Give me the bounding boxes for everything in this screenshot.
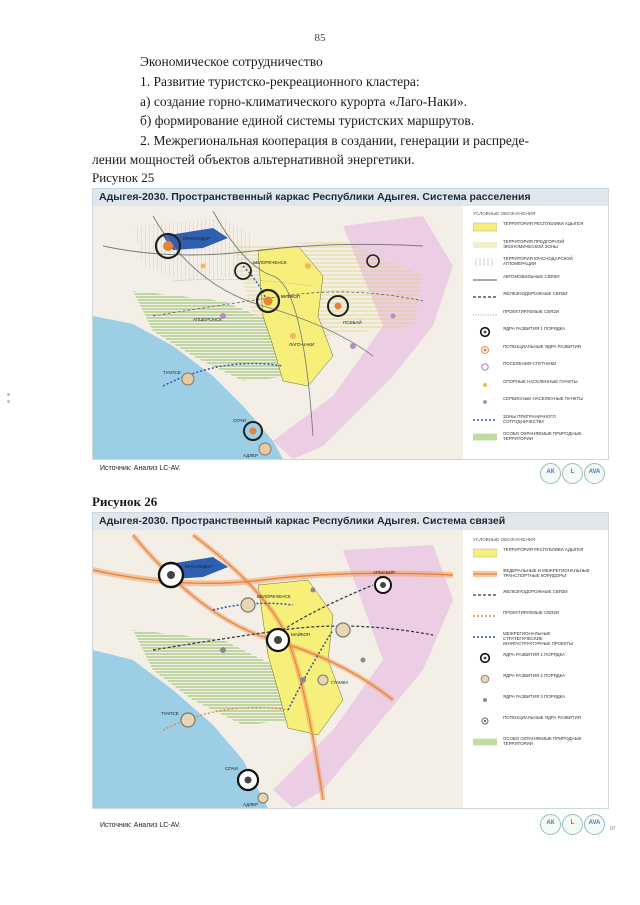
map-label-tuapse: ТУАПСЕ: [163, 370, 181, 375]
ava-logo: [584, 814, 605, 835]
core-adler: [258, 793, 268, 803]
legend-symbol: [473, 345, 497, 355]
legend-symbol: [473, 327, 497, 337]
map-label-sochi: СОЧИ: [225, 766, 238, 771]
legend-symbol: [473, 415, 497, 425]
legend-label: ЯДРА РАЗВИТИЯ 2 ПОРЯДКА: [503, 673, 566, 678]
legend-item: [473, 220, 593, 234]
legend-label: ТЕРРИТОРИЯ ПРЕДГОРНОЙ ЭКОНОМИЧЕСКОЙ ЗОНЫ: [503, 238, 565, 249]
legend-item: [473, 430, 593, 444]
logo-text: АК: [546, 469, 555, 475]
legend-item: [473, 693, 593, 707]
legend-item: [473, 395, 593, 409]
map-label-belorechensk: БЕЛОРЕЧЕНСК: [257, 594, 291, 599]
paragraph-heading: Экономическое сотрудничество: [140, 54, 323, 69]
map-label-apsheronsk: АПШЕРОНСК: [193, 317, 222, 322]
logo-text: AVA: [588, 820, 601, 826]
legend-label: ПРОЕКТИРУЕМЫЕ СВЯЗИ: [503, 610, 559, 615]
l-logo: [562, 463, 583, 484]
figure-26-logos: [540, 814, 608, 834]
map-label-tuapse: ТУАПСЕ: [161, 711, 179, 716]
legend-symbol: [473, 240, 497, 250]
core-belorechensk: [241, 598, 255, 612]
legend-label: ОПОРНЫЕ НАСЕЛЕННЫЕ ПУНКТЫ: [503, 378, 578, 384]
legend-label: ЯДРА РАЗВИТИЯ 1 ПОРЯДКА: [503, 652, 566, 657]
map-label-adler: АДЛЕР: [243, 802, 259, 807]
legend-item: [473, 343, 593, 357]
legend-item: [473, 238, 593, 252]
core-armavir: [375, 577, 391, 593]
legend-symbol: [473, 590, 497, 600]
core-sochi: [238, 770, 258, 790]
figure-26-title: Адыгея-2030. Пространственный каркас Республики Адыгея. Система связей: [93, 513, 608, 530]
legend-label: ОСОБО ОХРАНЯЕМЫЕ ПРИРОДНЫЕ ТЕРРИТОРИИ: [503, 431, 582, 442]
legend-symbol: [473, 653, 497, 663]
legend-label: ФЕДЕРАЛЬНЫЕ И МЕЖРЕГИОНАЛЬНЫЕ ТРАНСПОРТНЫЕ КОРИДОРЫ: [503, 568, 590, 579]
core-tuapse: [181, 713, 195, 727]
legend-symbol: [473, 695, 497, 705]
legend-item: [473, 567, 593, 581]
scan-dot: [7, 400, 10, 403]
map-label-krasnodar: КРАСНОДАР: [185, 564, 213, 569]
legend-item: [473, 546, 593, 560]
core-tuapse: [182, 373, 194, 385]
legend-item: [473, 714, 593, 728]
legend-symbol: [473, 310, 497, 320]
legend-item: [473, 651, 593, 665]
legend-item: [473, 325, 593, 339]
page-number: 85: [314, 32, 326, 44]
legend-label: ЖЕЛЕЗНОДОРОЖНЫЕ СВЯЗИ: [503, 589, 568, 594]
legend-label: ТЕРРИТОРИЯ КРАСНОДАРСКОЙ АГЛОМЕРАЦИИ: [503, 256, 573, 267]
map-label-psebay: ПСЕБАЙ: [343, 320, 362, 325]
legend-label: ЯДРА РАЗВИТИЯ 3 ПОРЯДКА: [503, 694, 566, 699]
map-label-armavir: АРМАВИР: [373, 570, 395, 575]
figure-26-legend: [473, 537, 603, 797]
legend-symbol: [473, 432, 497, 442]
logo-text: L: [570, 469, 575, 475]
legend-item: [473, 609, 593, 623]
map-label-lago-naki: ЛАГО-НАКИ: [289, 342, 315, 347]
legend-label: ЖЕЛЕЗНОДОРОЖНЫЕ СВЯЗИ: [503, 291, 568, 296]
legend-heading: УСЛОВНЫЕ ОБОЗНАЧЕНИЯ: [473, 537, 536, 542]
legend-label: ТЕРРИТОРИЯ РЕСПУБЛИКИ АДЫГЕЯ: [503, 547, 584, 552]
legend-symbol: [473, 611, 497, 621]
core-guamka: [318, 675, 328, 685]
legend-symbol: [473, 548, 497, 558]
legend-label: ЯДРА РАЗВИТИЯ 1 ПОРЯДКА: [503, 326, 566, 331]
legend-label: МЕЖРЕГИОНАЛЬНЫЕ СТРАТЕГИЧЕСКИЕ ИНФРАСТРУКТУРНЫЕ ПРОЕКТЫ: [503, 631, 574, 647]
paragraph-item-1b: б) формирование единой системы туристских маршрутов.: [140, 113, 475, 128]
map-label-adler: АДЛЕР: [243, 453, 259, 458]
map-label-krasnodar: КРАСНОДАР: [183, 236, 211, 241]
map-label-sochi: СОЧИ: [233, 418, 246, 423]
legend-label: ПРОЕКТИРУЕМЫЕ СВЯЗИ: [503, 308, 559, 314]
figure-25-panel: [92, 188, 609, 460]
legend-heading: УСЛОВНЫЕ ОБОЗНАЧЕНИЯ: [473, 211, 536, 216]
legend-item: [473, 308, 593, 322]
legend-symbol: [473, 275, 497, 285]
legend-symbol: [473, 716, 497, 726]
core-krasnodar: [159, 563, 183, 587]
paragraph-item-1: 1. Развитие туристско-рекреационного кластера:: [140, 74, 420, 89]
map-label-guamka: ГУАМКА: [331, 680, 349, 685]
legend-label: ПОТЕНЦИАЛЬНЫЕ ЯДРА РАЗВИТИЯ: [503, 715, 581, 720]
legend-symbol: [473, 569, 497, 579]
core-adler: [259, 443, 271, 455]
figure-25-source: Источник: Анализ LC-AV.: [100, 465, 181, 472]
legend-symbol: [473, 380, 497, 390]
figure-25-title: Адыгея-2030. Пространственный каркас Республики Адыгея. Система расселения: [93, 189, 608, 206]
legend-label: АВТОМОБИЛЬНЫЕ СВЯЗИ: [503, 273, 560, 279]
legend-label: ПОСЕЛЕНИЯ-СПУТНИКИ: [503, 361, 557, 366]
legend-item: [473, 255, 593, 269]
ak-logo: [540, 814, 561, 835]
legend-label: ЗОНЫ ПРИГРАНИЧНОГО СОТРУДНИЧЕСТВА: [503, 413, 556, 424]
logo-text: L: [570, 820, 575, 826]
legend-item: [473, 735, 593, 749]
legend-symbol: [473, 737, 497, 747]
scan-dot: [7, 393, 10, 396]
legend-item: [473, 588, 593, 602]
logo-text: АК: [546, 820, 555, 826]
figure-26-panel: [92, 512, 609, 809]
logo-text: AVA: [588, 469, 601, 475]
figure-26-source: Источник: Анализ LC-AV.: [100, 822, 181, 829]
legend-item: [473, 630, 593, 647]
ava-logo: [584, 463, 605, 484]
legend-label: ТЕРРИТОРИЯ РЕСПУБЛИКИ АДЫГЕЯ: [503, 221, 584, 226]
side-page-number: 97: [610, 826, 616, 832]
legend-label: ОСОБО ОХРАНЯЕМЫЕ ПРИРОДНЫЕ ТЕРРИТОРИИ: [503, 736, 582, 747]
figure-25-legend: [473, 211, 603, 451]
l-logo: [562, 814, 583, 835]
paragraph-item-1a: а) создание горно-климатического курорта «Лаго-Наки».: [140, 94, 467, 109]
legend-item: [473, 290, 593, 304]
legend-symbol: [473, 257, 497, 267]
paragraph-item-2: 2. Межрегиональная кооперация в создании, генерации и распреде-: [140, 133, 529, 148]
legend-item: [473, 378, 593, 392]
legend-symbol: [473, 632, 497, 642]
figure-25-label: Рисунок 25: [92, 170, 155, 185]
legend-label: СЕРВИСНЫЕ НАСЕЛЕННЫЕ ПУНКТЫ: [503, 396, 584, 401]
legend-symbol: [473, 292, 497, 302]
links-map: [93, 530, 463, 808]
legend-item: [473, 273, 593, 287]
legend-item: [473, 360, 593, 374]
legend-symbol: [473, 674, 497, 684]
map-label-maykop: МАЙКОП: [281, 294, 301, 299]
paragraph-item-2-cont: лении мощностей объектов альтернативной энергетики.: [92, 152, 415, 167]
figure-26-label: Рисунок 26: [92, 494, 158, 509]
legend-label: ПОТЕНЦИАЛЬНЫЕ ЯДРА РАЗВИТИЯ: [503, 343, 581, 349]
legend-item: [473, 672, 593, 686]
core-maykop: [267, 629, 289, 651]
legend-symbol: [473, 397, 497, 407]
legend-symbol: [473, 362, 497, 372]
map-label-belorechensk: БЕЛОРЕЧЕНСК: [253, 260, 287, 265]
core-labinsk: [336, 623, 350, 637]
settlement-map: [93, 206, 463, 459]
figure-25-logos: [540, 463, 608, 483]
legend-item: [473, 413, 593, 427]
ak-logo: [540, 463, 561, 484]
map-label-maykop: МАЙКОП: [291, 632, 311, 637]
legend-symbol: [473, 222, 497, 232]
